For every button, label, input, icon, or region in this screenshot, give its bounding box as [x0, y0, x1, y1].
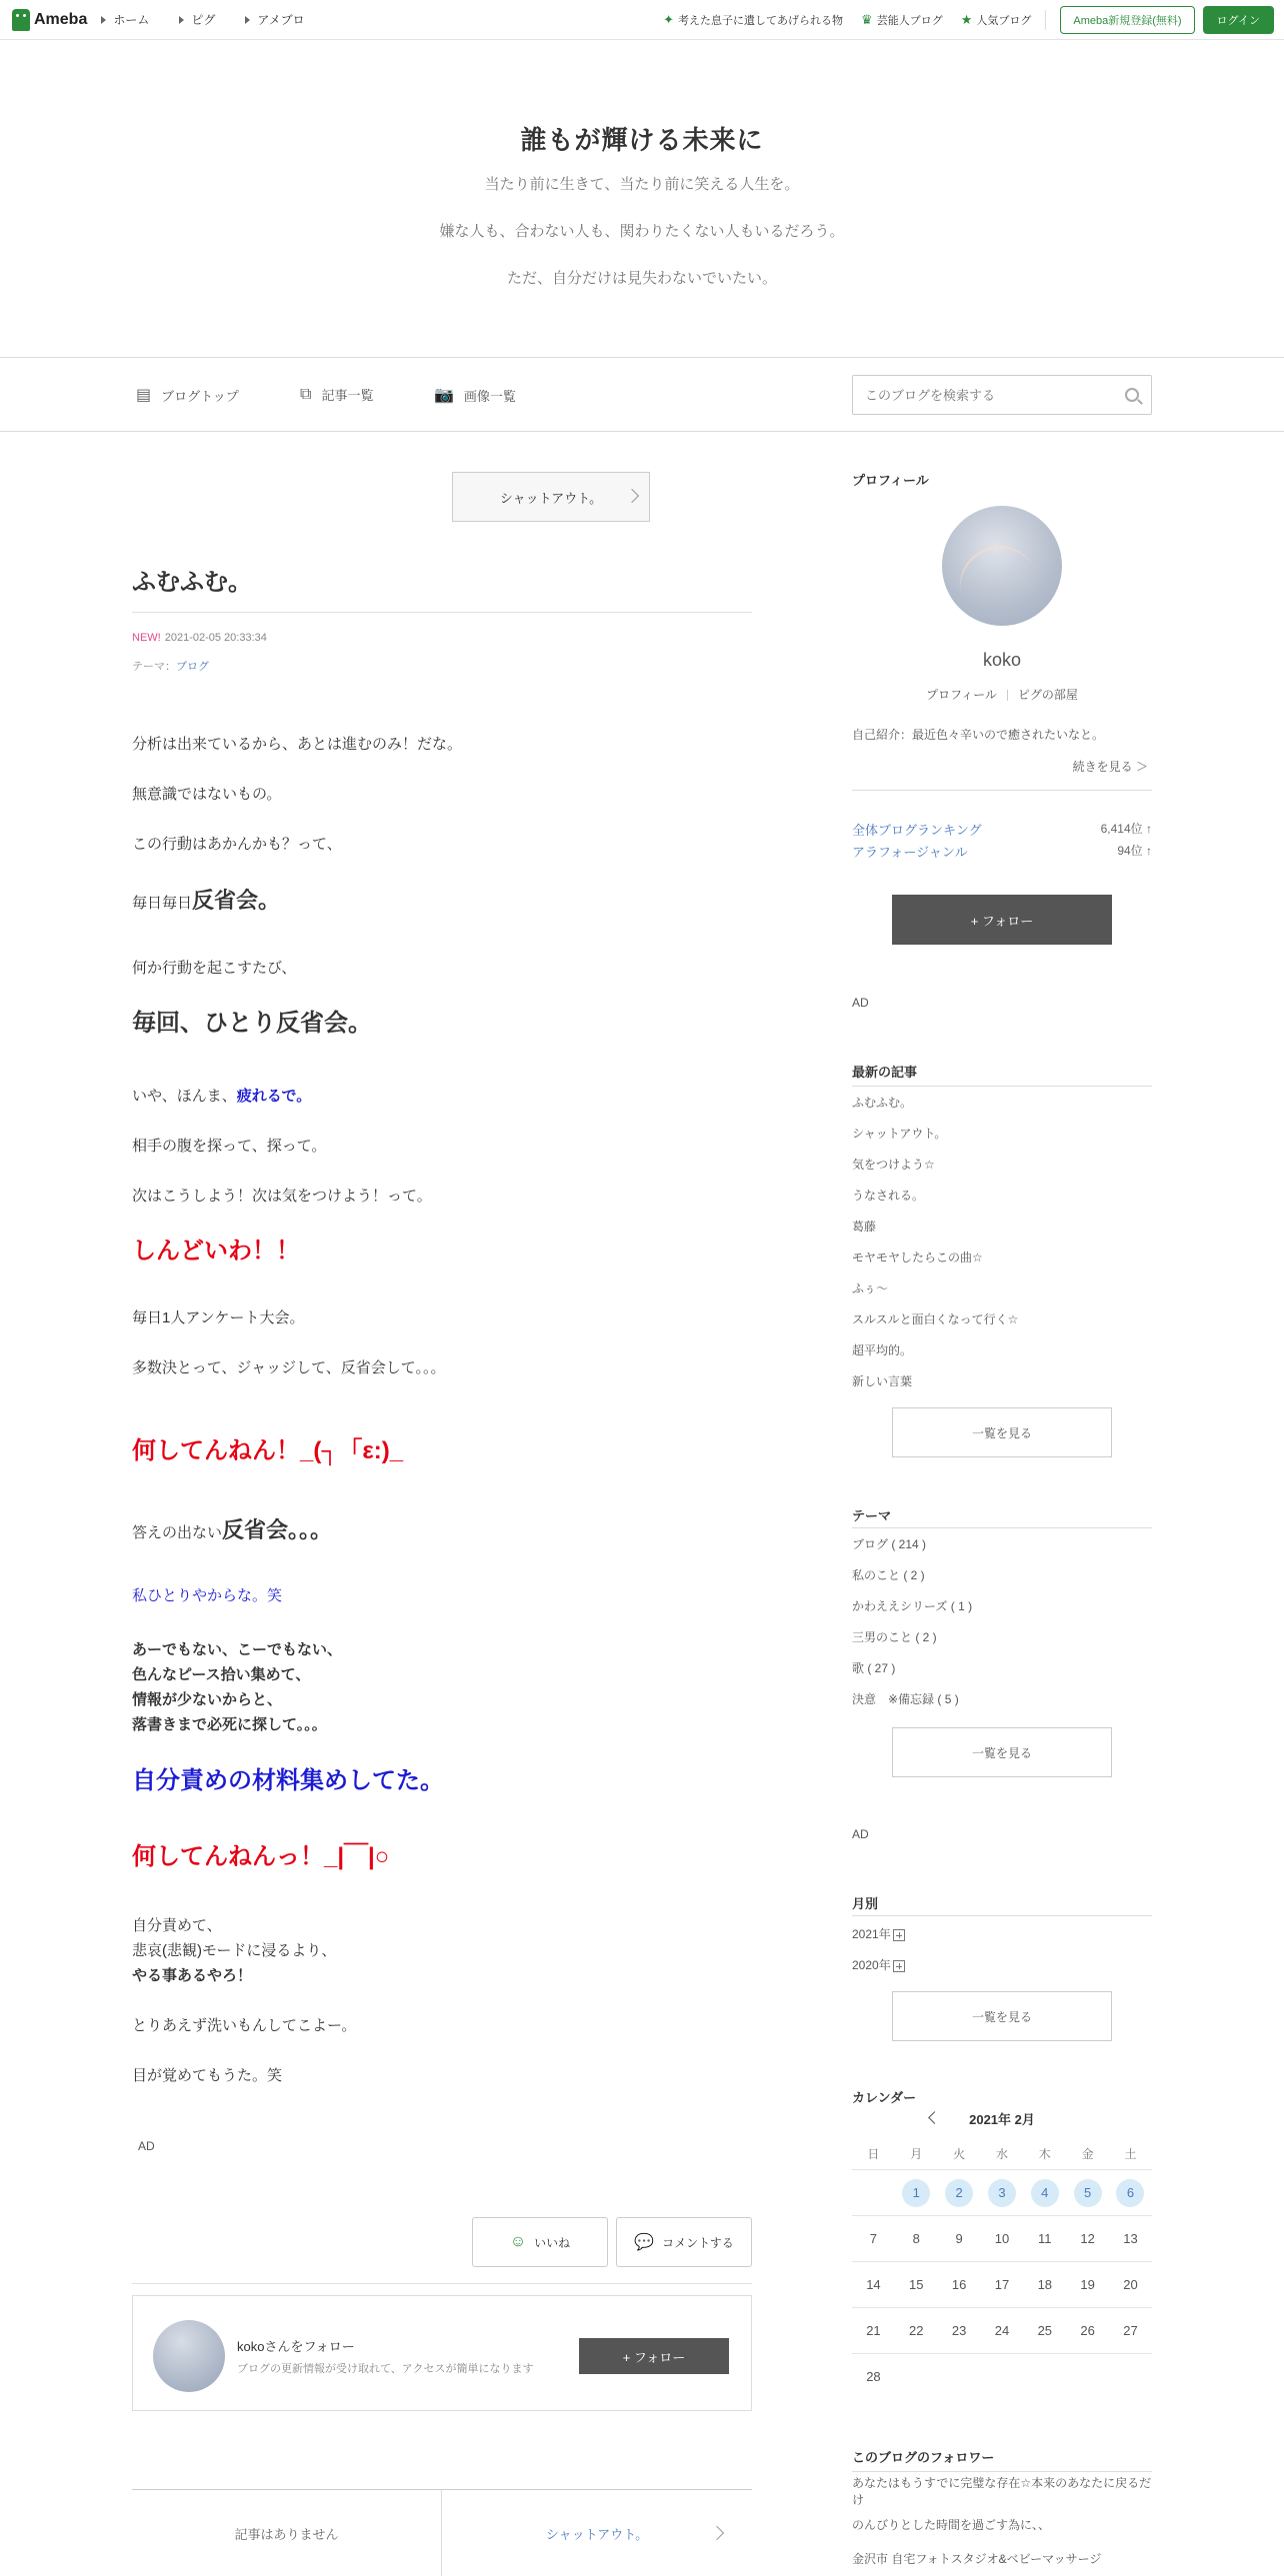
week-row	[852, 2354, 1152, 2399]
follow-name: kokoさんをフォロー	[237, 2339, 355, 2354]
divider	[132, 2283, 752, 2284]
entry-pager	[132, 2489, 752, 2575]
emphasis-text: 疲れるで。	[236, 1088, 312, 1105]
latest-item[interactable]: 新しい言葉	[852, 1374, 913, 1388]
paragraph: 分析は出来ているから、あとは進むのみ！だな。	[132, 736, 463, 753]
nav-label: ブログトップ	[161, 388, 239, 404]
paragraph: 情報が少ないからと、	[132, 1691, 283, 1708]
nav-ameblo[interactable]	[245, 11, 304, 28]
theme-list	[852, 1529, 1152, 1715]
calendar-day: 11	[1038, 2231, 1052, 2246]
crown-icon: ♛	[861, 12, 873, 27]
search-icon[interactable]	[1125, 388, 1139, 402]
article-meta	[132, 632, 267, 644]
text: 答えの出ない	[132, 1524, 223, 1541]
read-more-link[interactable]: 続きを見る ＞	[1072, 760, 1148, 774]
prev-entry: 記事はありません	[132, 2490, 442, 2576]
ad-label: AD	[138, 2139, 155, 2153]
text: 毎日毎日	[132, 895, 193, 912]
profile-links	[852, 686, 1152, 703]
paragraph: とりあえず洗いもんしてこよー。	[132, 2017, 357, 2034]
register-button[interactable]: Ameba新規登録(無料)	[1060, 6, 1194, 34]
calendar-day[interactable]: 1	[895, 2170, 938, 2215]
week-row	[852, 2308, 1152, 2354]
article-title[interactable]: ふむふむ。	[132, 569, 252, 596]
calendar-month: 2021年 2月	[969, 2112, 1035, 2127]
global-nav-right	[645, 0, 1274, 40]
follow-box	[132, 2295, 752, 2411]
latest-heading: 最新の記事	[852, 1065, 918, 1080]
paragraph	[132, 1084, 311, 1110]
paragraph: 何か行動を起こすたび、	[132, 960, 297, 977]
text: いや、ほんま、	[132, 1088, 237, 1105]
follow-button[interactable]: + フォロー	[579, 2338, 729, 2374]
divider	[852, 2471, 1152, 2472]
calendar-day: 16	[951, 2277, 967, 2292]
login-button[interactable]: ログイン	[1203, 6, 1274, 34]
followers-heading: このブログのフォロワー	[852, 2450, 995, 2465]
paragraph: 目が覚めてもうた。笑	[132, 2067, 283, 2084]
popular-blog-link[interactable]	[961, 12, 1032, 28]
image-list-link[interactable]	[434, 385, 516, 405]
next-entry-link[interactable]	[442, 2490, 752, 2576]
calendar-day: 21	[866, 2323, 881, 2338]
month-item[interactable]	[852, 1950, 1152, 1981]
next-entry-top-button[interactable]	[452, 472, 650, 522]
theme-see-all-button[interactable]: 一覧を見る	[892, 1727, 1112, 1777]
blog-search-input[interactable]	[865, 388, 1125, 403]
paragraph: この行動はあかんかも？って、	[132, 836, 342, 853]
blog-header	[0, 40, 1284, 358]
latest-item[interactable]: スルスルと面白くなって行く☆	[852, 1312, 1019, 1326]
paragraph: あーでもない、こーでもない、	[132, 1641, 343, 1658]
latest-see-all-button[interactable]: 一覧を見る	[892, 1407, 1112, 1457]
calendar-day: 9	[955, 2231, 963, 2246]
calendar-day: 18	[1037, 2277, 1053, 2292]
blog-description-line: 当たり前に生きて、当たり前に笑える人生を。	[484, 176, 800, 193]
nav-home[interactable]	[101, 11, 149, 28]
calendar-heading: カレンダー	[852, 2090, 917, 2105]
calendar-day: 10	[994, 2231, 1010, 2246]
blog-nav	[0, 359, 1284, 432]
nav-pigg[interactable]	[179, 11, 215, 28]
calendar-day: 12	[1080, 2231, 1095, 2246]
link-label: 人気ブログ	[976, 15, 1032, 27]
triangle-icon	[101, 16, 106, 24]
emphasis-paragraph: 何してんねんっ！_|￣|○	[132, 1843, 390, 1870]
overall-ranking-link[interactable]: 全体ブログランキング	[852, 823, 982, 838]
calendar-day[interactable]: 5	[1066, 2170, 1109, 2215]
monthly-heading: 月別	[852, 1896, 879, 1911]
ranking-row	[852, 842, 1152, 861]
theme-item[interactable]: 私のこと ( 2 )	[852, 1568, 925, 1582]
profile-intro: 自己紹介：最近色々辛いので癒されたいなと。	[852, 728, 1105, 742]
paragraph: 悲哀(悲観)モードに浸るより、	[132, 1942, 337, 1959]
follow-description: ブログの更新情報が受け取れて、アクセスが簡単になります	[237, 2363, 534, 2375]
blog-description-line: 嫌な人も、合わない人も、関わりたくない人もいるだろう。	[439, 223, 845, 240]
star-icon: ★	[960, 12, 973, 27]
calendar-day: 8	[912, 2231, 920, 2246]
hot-topic-link[interactable]	[663, 12, 843, 28]
follower-item[interactable]: のんびりとした時間を過ごす為に、、	[852, 2518, 1051, 2532]
month-label: 2021年	[852, 1927, 891, 1941]
paragraph: 私ひとりやからな。笑	[132, 1587, 283, 1604]
weekday: 月	[910, 2146, 923, 2161]
theme-item[interactable]: 三男のこと ( 2 )	[852, 1630, 937, 1644]
reaction-buttons	[472, 2217, 760, 2267]
blog-top-link[interactable]	[136, 385, 239, 405]
nav-label: アメブロ	[257, 13, 305, 27]
document-icon: ▤	[136, 387, 152, 404]
latest-item[interactable]: 気をつけよう☆	[852, 1158, 935, 1172]
calendar-day: 25	[1037, 2323, 1053, 2338]
calendar-day: 15	[909, 2277, 924, 2292]
paragraph: 多数決とって、ジャッジして、反省会して。。。	[132, 1359, 446, 1376]
calendar-day[interactable]: 3	[981, 2170, 1024, 2215]
camera-icon: 📷	[434, 387, 454, 404]
calendar-day: 22	[909, 2323, 924, 2338]
latest-item[interactable]: シャットアウト。	[852, 1127, 947, 1141]
sidebar-follow-button[interactable]: + フォロー	[892, 895, 1112, 945]
month-label: 2020年	[852, 1958, 891, 1972]
divider	[852, 1915, 1152, 1916]
nav-label: 記事一覧	[321, 388, 374, 403]
ranking-value: 6,414位 ↑	[1100, 822, 1152, 836]
global-nav	[101, 11, 334, 28]
nav-label: 画像一覧	[463, 388, 516, 404]
theme-item[interactable]: ブログ ( 214 )	[852, 1537, 927, 1551]
follower-item[interactable]: あなたはもうすでに完璧な存在☆本来のあなたに戻るだけ	[852, 2476, 1152, 2507]
weekday: 火	[953, 2146, 966, 2161]
link-label: 考えた息子に遺してあげられる物	[678, 15, 844, 27]
paragraph: 色んなピース拾い集めて、	[132, 1666, 311, 1683]
latest-list	[852, 1088, 1152, 1397]
logo-text: Ameba	[34, 10, 88, 28]
chevron-right-icon	[625, 489, 639, 503]
calendar-day[interactable]: 2	[938, 2170, 981, 2215]
theme-item[interactable]: かわええシリーズ ( 1 )	[852, 1599, 973, 1613]
blog-title[interactable]: 誰もが輝ける未来に	[520, 125, 764, 155]
link-label: シャットアウト。	[545, 2526, 649, 2542]
calendar-day: 19	[1080, 2277, 1095, 2292]
emphasis-paragraph: 何してんねん！_(┐「ε:)_	[132, 1437, 404, 1464]
triangle-icon	[179, 16, 184, 24]
paragraph: 毎日1人アンケート大会。	[132, 1309, 305, 1326]
theme-label: テーマ：	[132, 661, 176, 673]
calendar-day: 13	[1123, 2231, 1138, 2246]
weekday: 日	[867, 2146, 880, 2161]
article-date: 2021-02-05 20:33:34	[164, 632, 267, 644]
paragraph	[132, 1511, 332, 1548]
smile-icon: ☺	[509, 2233, 527, 2250]
divider	[132, 612, 752, 613]
ad-label: AD	[852, 996, 869, 1010]
ad-label: AD	[852, 1827, 869, 1841]
copy-icon: ⧉	[300, 385, 312, 403]
month-item[interactable]	[852, 1919, 1152, 1950]
divider	[852, 1527, 1152, 1528]
monthly-list	[852, 1919, 1152, 1981]
theme-heading: テーマ	[852, 1508, 892, 1523]
entry-list-link[interactable]	[300, 385, 373, 404]
paragraph: 次はこうしよう！次は気をつけよう！って。	[132, 1188, 432, 1205]
emphasis-text: 反省会。	[192, 888, 281, 913]
latest-item[interactable]: 葛藤	[852, 1220, 877, 1234]
calendar-grid	[852, 2137, 1152, 2399]
paragraph: 相手の腹を探って、探って。	[132, 1138, 327, 1155]
button-label: コメントする	[662, 2235, 734, 2250]
follower-item[interactable]: 金沢市 自宅フォトスタジオ&ベビーマッサージ	[852, 2552, 1102, 2566]
article-theme	[132, 658, 209, 674]
emphasis-text: 反省会。。。	[222, 1517, 333, 1542]
calendar-day[interactable]: 6	[1109, 2170, 1152, 2215]
calendar-day: 28	[866, 2369, 881, 2384]
emphasis-paragraph: 毎回、ひとり反省会。	[132, 1010, 372, 1037]
blog-description-line: ただ、自分だけは見失わないでいたい。	[506, 270, 777, 287]
button-label: いいね	[534, 2235, 571, 2250]
calendar-day: 26	[1080, 2323, 1095, 2338]
divider	[1007, 690, 1008, 701]
genre-ranking-link[interactable]: アラフォージャンル	[852, 845, 968, 860]
ameba-logo[interactable]	[12, 9, 87, 31]
blog-search	[852, 375, 1152, 415]
nav-label: ホーム	[113, 13, 150, 27]
button-label: シャットアウト。	[499, 490, 603, 506]
comment-icon: 💬	[634, 2234, 655, 2251]
paragraph: やる事あるやろ！	[132, 1967, 253, 1984]
like-button[interactable]	[472, 2217, 608, 2267]
weekday: 土	[1124, 2146, 1137, 2161]
profile-heading: プロフィール	[852, 473, 929, 488]
ranking-row	[852, 820, 1152, 839]
calendar-day[interactable]: 4	[1023, 2170, 1066, 2215]
expand-icon[interactable]	[893, 1960, 905, 1972]
pig-room-link[interactable]: ピグの部屋	[1017, 688, 1078, 702]
triangle-icon	[245, 16, 250, 24]
latest-item[interactable]: うなされる。	[852, 1189, 925, 1203]
latest-item[interactable]: ふむふむ。	[852, 1096, 913, 1110]
expand-icon[interactable]	[893, 1929, 905, 1941]
theme-item[interactable]: 決意 ※備忘録 ( 5 )	[852, 1692, 959, 1706]
emphasis-paragraph: 自分責めの材料集めしてた。	[132, 1767, 444, 1794]
new-badge: NEW!	[132, 632, 161, 644]
latest-item[interactable]: 超平均的。	[852, 1343, 913, 1357]
calendar-day: 14	[866, 2277, 881, 2292]
calendar-day: 7	[869, 2231, 878, 2246]
divider	[852, 1086, 1152, 1087]
global-header	[0, 0, 1284, 40]
star-icon: ✦	[663, 12, 675, 27]
calendar-day: 24	[994, 2323, 1010, 2338]
celebrity-blog-link[interactable]	[861, 12, 943, 28]
calendar-day: 27	[1123, 2323, 1138, 2338]
calendar-day: 17	[994, 2277, 1010, 2292]
comment-button[interactable]	[616, 2217, 752, 2267]
divider	[852, 790, 1152, 791]
calendar-day: 20	[1123, 2277, 1138, 2292]
paragraph: 自分責めて、	[132, 1917, 222, 1934]
chevron-right-icon	[710, 2526, 724, 2540]
weekday: 金	[1081, 2146, 1094, 2161]
weekday: 水	[995, 2146, 1008, 2161]
calendar-day-empty	[852, 2170, 895, 2215]
week-row	[852, 2170, 1152, 2216]
profile-link[interactable]: プロフィール	[926, 688, 997, 702]
week-row	[852, 2262, 1152, 2308]
weekday-row	[852, 2137, 1152, 2170]
paragraph	[132, 882, 280, 919]
ranking-value: 94位 ↑	[1117, 844, 1152, 858]
week-row	[852, 2216, 1152, 2262]
latest-item[interactable]: モヤモヤしたらこの曲☆	[852, 1251, 983, 1265]
profile-avatar[interactable]	[942, 506, 1062, 626]
weekday: 木	[1038, 2146, 1051, 2161]
emphasis-paragraph: しんどいわ！！	[132, 1238, 300, 1265]
theme-link[interactable]: ブログ	[176, 661, 209, 673]
monthly-see-all-button[interactable]: 一覧を見る	[892, 1991, 1112, 2041]
ameba-logo-icon	[12, 9, 30, 31]
latest-item[interactable]: ふぅ〜	[852, 1282, 889, 1295]
link-label: 芸能人ブログ	[876, 15, 943, 27]
paragraph: 無意識ではないもの。	[132, 786, 282, 803]
profile-name[interactable]: koko	[982, 650, 1022, 670]
divider	[1045, 10, 1046, 30]
calendar-day: 23	[951, 2323, 967, 2338]
avatar[interactable]	[153, 2320, 225, 2392]
nav-label: ピグ	[191, 13, 216, 27]
theme-item[interactable]: 歌 ( 27 )	[852, 1661, 896, 1675]
paragraph: 落書きまで必死に探して。。。	[132, 1716, 327, 1733]
